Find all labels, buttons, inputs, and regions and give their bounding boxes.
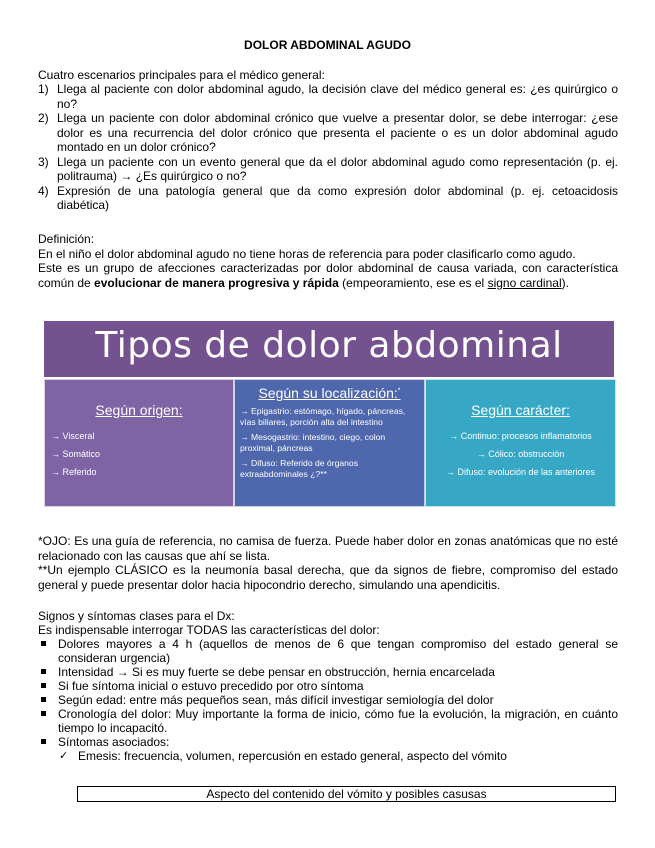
- origin-box: [44, 379, 234, 507]
- signs-bullet-text: Si fue síntoma inicial o estuvo precedido por otro síntoma: [58, 679, 364, 693]
- origin-item: → Referido: [51, 467, 97, 477]
- signs-section: [38, 609, 618, 763]
- origin-item: → Visceral: [51, 431, 95, 441]
- signs-subheading: Es indispensable interrogar TODAS las características del dolor:: [38, 623, 380, 637]
- square-bullet-icon: [41, 739, 46, 744]
- definition-text: ).: [561, 275, 569, 290]
- square-bullet-icon: [41, 683, 46, 688]
- signs-bullet-text: Síntomas asociados:: [58, 735, 170, 749]
- signs-bullet-text: Intensidad → Si es muy fuerte se debe pensar en obstrucción, hernia encarcelada: [58, 665, 495, 679]
- signs-bullet-text: Según edad: entre más pequeños sean, más difícil investigar semiología del dolor: [58, 693, 494, 707]
- scenario-item: [38, 82, 618, 111]
- square-bullet-icon: [41, 669, 46, 674]
- location-heading: [235, 385, 424, 401]
- origin-item: → Somático: [51, 449, 101, 459]
- location-item: → Mesogastrio: intestino, ciego, colon proximal, páncreas: [240, 432, 386, 453]
- square-bullet-icon: [41, 641, 46, 646]
- signs-bullet: [38, 735, 618, 749]
- location-heading-text: Según su localización:: [258, 385, 398, 401]
- signs-heading: Signos y síntomas clases para el Dx:: [38, 609, 235, 623]
- character-box: [425, 379, 616, 507]
- location-item: → Epigastrio: estómago, hígado, páncreas, vías biliares, porción alta del intestino: [240, 406, 406, 427]
- definition-text: (empeoramiento, ese es el: [338, 275, 488, 290]
- note-2: **Un ejemplo CLÁSICO es la neumonía basal derecha, que da signos de fiebre, compromiso del estado general y puede presentar dolor hacia hipocondrio derecho, simulando una apendicitis.: [38, 563, 618, 592]
- scenario-text: Llega un paciente con un evento general que da el dolor abdominal agudo como representación (p. ej. politrauma) → ¿Es quirúrgico o no?: [57, 154, 618, 183]
- square-bullet-icon: [41, 711, 46, 716]
- signs-bullet: [38, 693, 618, 707]
- definition-underline: signo cardinal: [487, 275, 562, 290]
- location-box: [234, 379, 425, 507]
- scenario-number: 3): [38, 154, 49, 169]
- definition-section: [38, 232, 618, 290]
- signs-bullet: [38, 707, 618, 735]
- scenario-text: Llega al paciente con dolor abdominal agudo, la decisión clave del médico general es: ¿es quirúrgico o no?: [57, 82, 618, 111]
- notes-section: [38, 534, 618, 592]
- signs-bullet-text: Cronología del dolor: Muy importante la forma de inicio, cómo fue la evolución, la migración, en cuánto tiempo lo incapacitó.: [58, 707, 618, 735]
- signs-bullet-list: [38, 637, 618, 749]
- pain-types-infographic: [44, 321, 614, 518]
- scenario-number: 2): [38, 111, 49, 125]
- character-item: → Cólico: obstrucción: [476, 449, 565, 459]
- scenario-item: [38, 184, 618, 213]
- definition-text: Este es un grupo de afecciones caracterizadas por dolor abdominal de causa variada, con característica común de: [38, 261, 618, 290]
- scenario-item: [38, 155, 618, 184]
- character-heading: Según carácter:: [471, 402, 570, 418]
- doc-title: DOLOR ABDOMINAL AGUDO: [244, 38, 411, 52]
- location-footnote-mark: *: [397, 387, 401, 395]
- scenario-number: 1): [38, 82, 49, 96]
- scenario-text: Expresión de una patología general que da como expresión dolor abdominal (p. ej. cetoacidosis diabética): [57, 183, 618, 212]
- location-list: [235, 406, 424, 480]
- square-bullet-icon: [41, 697, 46, 702]
- signs-bullet: [38, 637, 618, 665]
- vomit-table-header: Aspecto del contenido del vómito y posibles casusas: [77, 786, 616, 802]
- checkmark-icon: ✓: [59, 749, 69, 762]
- location-item: → Difuso: Referido de órganos extraabdominales ¿?**: [240, 458, 358, 479]
- scenario-item: [38, 111, 618, 155]
- definition-line: En el niño el dolor abdominal agudo no tiene horas de referencia para poder clasificarlo como agudo.: [38, 246, 576, 261]
- note-1: *OJO: Es una guía de referencia, no camisa de fuerza. Puede haber dolor en zonas anatómicas que no esté relacionado con las causas que ahí se lista.: [38, 534, 618, 563]
- origin-list: [45, 427, 233, 481]
- signs-bullet-text: Dolores mayores a 4 h (aquellos de menos de 6 que tengan compromiso del estado general se consideran urgencia): [58, 637, 618, 665]
- character-item: → Continuo: procesos inflamatorios: [449, 431, 592, 441]
- definition-heading: Definición:: [38, 232, 95, 246]
- check-item: [38, 749, 618, 763]
- definition-bold: evolucionar de manera progresiva y rápida: [94, 275, 339, 290]
- scenario-list: [38, 82, 618, 213]
- definition-paragraph: [38, 261, 618, 290]
- infographic-header: [44, 321, 614, 377]
- scenario-number: 4): [38, 183, 49, 198]
- scenario-text: Llega un paciente con dolor abdominal crónico que vuelve a presentar dolor, se debe interrogar: ¿ese dolor es una recurrencia del dolor crónico que presenta el paciente o es un dolor abdominal agudo montado en un dolor crónico?: [57, 111, 618, 154]
- intro-text: Cuatro escenarios principales para el médico general:: [38, 68, 325, 82]
- character-list: [426, 427, 615, 481]
- signs-bullet: [38, 679, 618, 693]
- signs-bullet: [38, 665, 618, 679]
- infographic-title: Tipos de dolor abdominal: [95, 325, 563, 366]
- check-item-text: Emesis: frecuencia, volumen, repercusión en estado general, aspecto del vómito: [78, 749, 507, 763]
- character-item: → Difuso: evolución de las anteriores: [445, 467, 596, 477]
- origin-heading: Según origen:: [95, 402, 183, 418]
